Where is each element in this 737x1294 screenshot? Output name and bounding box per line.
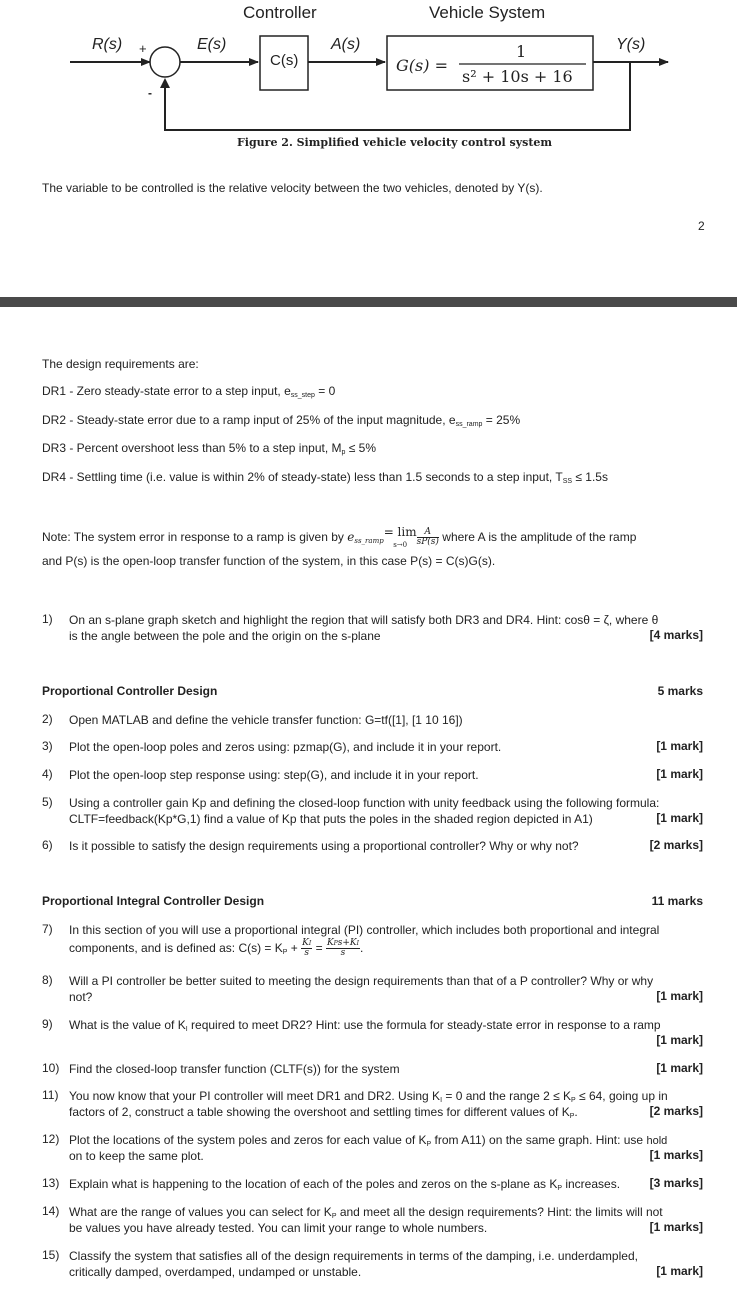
q9-post: required to meet DR2? Hint: use the formula for steady-state error in response to a ramp bbox=[187, 1018, 661, 1032]
q9-marks: [1 mark] bbox=[656, 1033, 703, 1047]
q11-c: ≤ 64, going up in bbox=[575, 1089, 668, 1103]
q9-pre: What is the value of K bbox=[69, 1018, 186, 1032]
q6-text: Is it possible to satisfy the design requirements using a proportional controller? Why or why not? bbox=[69, 839, 579, 853]
q9-line-1 bbox=[69, 1017, 661, 1038]
q3-marks: [1 mark] bbox=[656, 739, 703, 753]
q11-2a: factors of 2, construct a table showing the overshoot and settling times for different values of K bbox=[69, 1105, 570, 1119]
dr3-tail: ≤ 5% bbox=[345, 441, 376, 455]
q7-pre: components, and is defined as: C(s) = K bbox=[69, 941, 283, 955]
plant-denominator: s² + 10s + 16 bbox=[462, 67, 573, 86]
q8-line-2: not? bbox=[69, 990, 93, 1004]
intro-text: The variable to be controlled is the relative velocity between the two vehicles, denoted by Y(s). bbox=[42, 181, 543, 195]
note-formula bbox=[347, 530, 383, 544]
q12-code: hold bbox=[646, 1135, 668, 1147]
dr4-tail: ≤ 1.5s bbox=[572, 470, 608, 484]
q14-line-2: be values you have already tested. You can limit your range to whole numbers. bbox=[69, 1221, 488, 1235]
page-number: 2 bbox=[698, 219, 705, 233]
q6-number: 6) bbox=[42, 838, 53, 852]
q15-number: 15) bbox=[42, 1248, 60, 1262]
q12-b: from A11) on the same graph. Hint: use bbox=[431, 1133, 647, 1147]
q12-number: 12) bbox=[42, 1132, 60, 1146]
q7-frac2-tail: s+K bbox=[337, 938, 357, 949]
plant-lhs: G(s) = bbox=[396, 56, 448, 75]
dr1-sub: ss_step bbox=[290, 392, 315, 399]
q14-sub: P bbox=[331, 1213, 337, 1220]
q10-number: 10) bbox=[42, 1061, 60, 1075]
q1-number: 1) bbox=[42, 612, 53, 626]
q13-marks: [3 marks] bbox=[649, 1176, 703, 1190]
q11-number: 11) bbox=[42, 1088, 59, 1102]
section-pi-marks: 11 marks bbox=[651, 894, 703, 908]
note-formula-lhs: e bbox=[347, 530, 355, 544]
q6-marks: [2 marks] bbox=[649, 838, 703, 852]
dr4-sub: SS bbox=[562, 478, 573, 485]
note-frac-den: sP(s) bbox=[416, 537, 439, 548]
q7-fraction-2 bbox=[326, 939, 360, 958]
note-formula-sub: ss_ramp bbox=[354, 537, 384, 545]
q11-line-2 bbox=[69, 1104, 578, 1125]
q7-frac1-den: s bbox=[304, 948, 309, 959]
q11-sub2: P bbox=[571, 1097, 576, 1104]
q7-frac2-k: K bbox=[326, 938, 334, 949]
q8-number: 8) bbox=[42, 973, 53, 987]
q8-line-1: Will a PI controller be better suited to meeting the design requirements than that of a P controller? Why or why bbox=[69, 974, 654, 988]
q7-kp-sub: P bbox=[282, 949, 288, 956]
page-separator bbox=[0, 297, 737, 307]
note-lim-word: = lim bbox=[383, 525, 417, 539]
q12-line-2: on to keep the same plot. bbox=[69, 1149, 204, 1163]
q15-line-1: Classify the system that satisfies all of the design requirements in terms of the damping, i.e. underdampled, bbox=[69, 1249, 638, 1263]
requirement-dr1 bbox=[42, 384, 335, 403]
plant-numerator: 1 bbox=[516, 42, 527, 61]
q7-end: . bbox=[359, 941, 364, 955]
controller-block-label: C(s) bbox=[270, 52, 299, 69]
plus-sign: + bbox=[139, 41, 147, 56]
q9-number: 9) bbox=[42, 1017, 53, 1031]
q11-a: You now know that your PI controller will meet DR1 and DR2. Using K bbox=[69, 1089, 441, 1103]
q7-frac2-sub: P bbox=[333, 940, 338, 948]
dr1-text: DR1 - Zero steady-state error to a step input, e bbox=[42, 384, 291, 398]
q13-number: 13) bbox=[42, 1176, 60, 1190]
q7-line-1: In this section of you will use a proportional integral (PI) controller, which includes both proportional and integral bbox=[69, 923, 660, 937]
a-label: A(s) bbox=[331, 36, 361, 53]
q1-marks: [4 marks] bbox=[649, 628, 703, 642]
y-label: Y(s) bbox=[616, 36, 646, 53]
q10-text: Find the closed-loop transfer function (CLTF(s)) for the system bbox=[69, 1062, 400, 1076]
q13-b: increases. bbox=[562, 1177, 621, 1191]
block-diagram bbox=[0, 0, 737, 160]
section-p-marks: 5 marks bbox=[657, 684, 703, 698]
note-line-1 bbox=[42, 527, 636, 551]
q7-frac2-den: s bbox=[340, 948, 346, 959]
minus-sign: - bbox=[148, 86, 152, 100]
r-label: R(s) bbox=[92, 36, 123, 53]
figure-caption: Figure 2. Simplified vehicle velocity control system bbox=[237, 136, 553, 149]
note-line-2: and P(s) is the open-loop transfer function of the system, in this case P(s) = C(s)G(s). bbox=[42, 554, 496, 568]
note-fraction bbox=[417, 528, 439, 547]
q5-marks: [1 mark] bbox=[656, 811, 703, 825]
q12-a: Plot the locations of the system poles and zeros for each value of K bbox=[69, 1133, 427, 1147]
dr1-tail: = 0 bbox=[314, 384, 336, 398]
vehicle-heading: Vehicle System bbox=[429, 3, 546, 22]
requirements-heading: The design requirements are: bbox=[42, 357, 199, 371]
q5-line-2: CLTF=feedback(Kp*G,1) find a value of Kp that puts the poles in the shaded region depicted in A1) bbox=[69, 812, 593, 826]
q4-text: Plot the open-loop step response using: step(G), and include it in your report. bbox=[69, 768, 479, 782]
requirement-dr2 bbox=[42, 413, 520, 432]
q7-equals: = bbox=[312, 941, 326, 955]
q13-text bbox=[69, 1176, 620, 1197]
q3-number: 3) bbox=[42, 739, 53, 753]
controller-heading: Controller bbox=[243, 3, 317, 22]
q14-marks: [1 marks] bbox=[649, 1220, 703, 1234]
q5-number: 5) bbox=[42, 795, 53, 809]
e-label: E(s) bbox=[197, 36, 227, 53]
q11-marks: [2 marks] bbox=[649, 1104, 703, 1118]
q8-marks: [1 mark] bbox=[656, 989, 703, 1003]
q7-line-2 bbox=[69, 938, 363, 963]
q2-number: 2) bbox=[42, 712, 53, 726]
q10-marks: [1 mark] bbox=[656, 1061, 703, 1075]
section-p-title: Proportional Controller Design bbox=[42, 684, 218, 698]
feedback-arrowhead bbox=[160, 78, 170, 88]
note-frac-num: A bbox=[417, 528, 439, 538]
note-pre: Note: The system error in response to a ramp is given by bbox=[42, 530, 348, 544]
q7-frac1-sub: I bbox=[308, 940, 312, 948]
requirement-dr3 bbox=[42, 441, 376, 460]
q11-2sub: P bbox=[569, 1113, 575, 1120]
q1-line-1: On an s-plane graph sketch and highlight the region that will satisfy both DR3 and DR4. Hint: cosθ = ζ, where θ bbox=[69, 613, 659, 627]
q13-sub: P bbox=[557, 1185, 562, 1192]
dr2-text: DR2 - Steady-state error due to a ramp input of 25% of the input magnitude, e bbox=[42, 413, 456, 427]
q5-line-1: Using a controller gain Kp and defining the closed-loop function with unity feedback using the following formula: bbox=[69, 796, 660, 810]
q13-a: Explain what is happening to the location of each of the poles and zeros on the s-plane as K bbox=[69, 1177, 558, 1191]
q1-line-2: is the angle between the pole and the origin on the s-plane bbox=[69, 629, 381, 643]
q4-marks: [1 mark] bbox=[656, 767, 703, 781]
q7-frac2-sub2: I bbox=[356, 940, 359, 948]
q11-2b: . bbox=[574, 1105, 578, 1119]
note-post: where A is the amplitude of the ramp bbox=[438, 530, 637, 544]
q14-a: What are the range of values you can select for K bbox=[69, 1205, 332, 1219]
q11-b: = 0 and the range 2 ≤ K bbox=[442, 1089, 572, 1103]
q7-frac1-k: K bbox=[302, 938, 309, 949]
q11-sub1: I bbox=[440, 1097, 443, 1104]
q12-marks: [1 marks] bbox=[649, 1148, 703, 1162]
q14-number: 14) bbox=[42, 1204, 60, 1218]
summing-junction bbox=[150, 47, 180, 77]
note-lim bbox=[384, 527, 417, 551]
q4-number: 4) bbox=[42, 767, 53, 781]
q15-line-2: critically damped, overdamped, undamped or unstable. bbox=[69, 1265, 362, 1279]
note-lim-sub: s→0 bbox=[393, 541, 408, 549]
requirement-dr4 bbox=[42, 470, 608, 489]
q7-fraction-1 bbox=[301, 939, 312, 958]
q15-marks: [1 mark] bbox=[656, 1264, 703, 1278]
q12-sub: P bbox=[426, 1141, 432, 1148]
dr3-sub: p bbox=[341, 449, 346, 456]
q3-text: Plot the open-loop poles and zeros using: pzmap(G), and include it in your report. bbox=[69, 740, 502, 754]
dr2-tail: = 25% bbox=[482, 413, 521, 427]
q9-sub: I bbox=[185, 1026, 188, 1033]
dr2-sub: ss_ramp bbox=[455, 421, 483, 428]
q7-plus: + bbox=[287, 941, 302, 955]
q14-b: and meet all the design requirements? Hint: the limits will not bbox=[336, 1205, 663, 1219]
dr4-text: DR4 - Settling time (i.e. value is within 2% of steady-state) less than 1.5 seconds to a step input, T bbox=[42, 470, 563, 484]
section-pi-title: Proportional Integral Controller Design bbox=[42, 894, 265, 908]
q2-text: Open MATLAB and define the vehicle transfer function: G=tf([1], [1 10 16]) bbox=[69, 713, 463, 727]
dr3-text: DR3 - Percent overshoot less than 5% to a step input, M bbox=[42, 441, 342, 455]
q7-number: 7) bbox=[42, 922, 53, 936]
